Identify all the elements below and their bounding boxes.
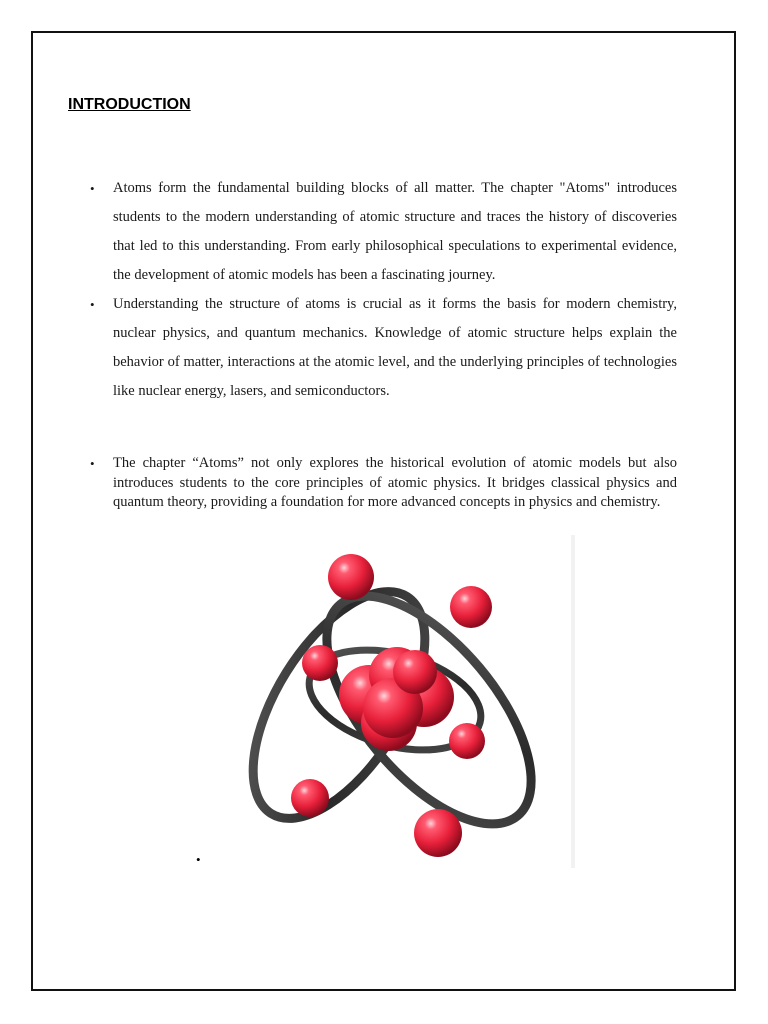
bullet-item: • The chapter “Atoms” not only explores the historical evolution of atomic models but also introduces students to the core principles of atomic physics. It bridges classical physics and quantum theory, providing a foundation for more advanced concepts in physics and chemistry. (90, 454, 677, 513)
bullet-list-bottom (90, 454, 677, 513)
bullet-item: • Understanding the structure of atoms is crucial as it forms the basis for modern chemistry, nuclear physics, and quantum mechanics. Knowledge of atomic structure helps explain the behavior of matter, interactions at the atomic level, and the underlying principles of technologies like nuclear energy, lasers, and semiconductors. (90, 290, 677, 406)
empty-bullet-marker: • (196, 852, 201, 867)
atom-icon (219, 535, 571, 868)
atom-model-image (219, 535, 575, 868)
bullet-item: • Atoms form the fundamental building blocks of all matter. The chapter "Atoms" introduces students to the modern understanding of atomic structure and traces the history of discoveries that led to this understanding. From early philosophical speculations to experimental evidence, the development of atomic models has been a fascinating journey. (90, 174, 677, 290)
bullet-list-top (90, 174, 677, 406)
section-heading: INTRODUCTION (68, 96, 191, 113)
